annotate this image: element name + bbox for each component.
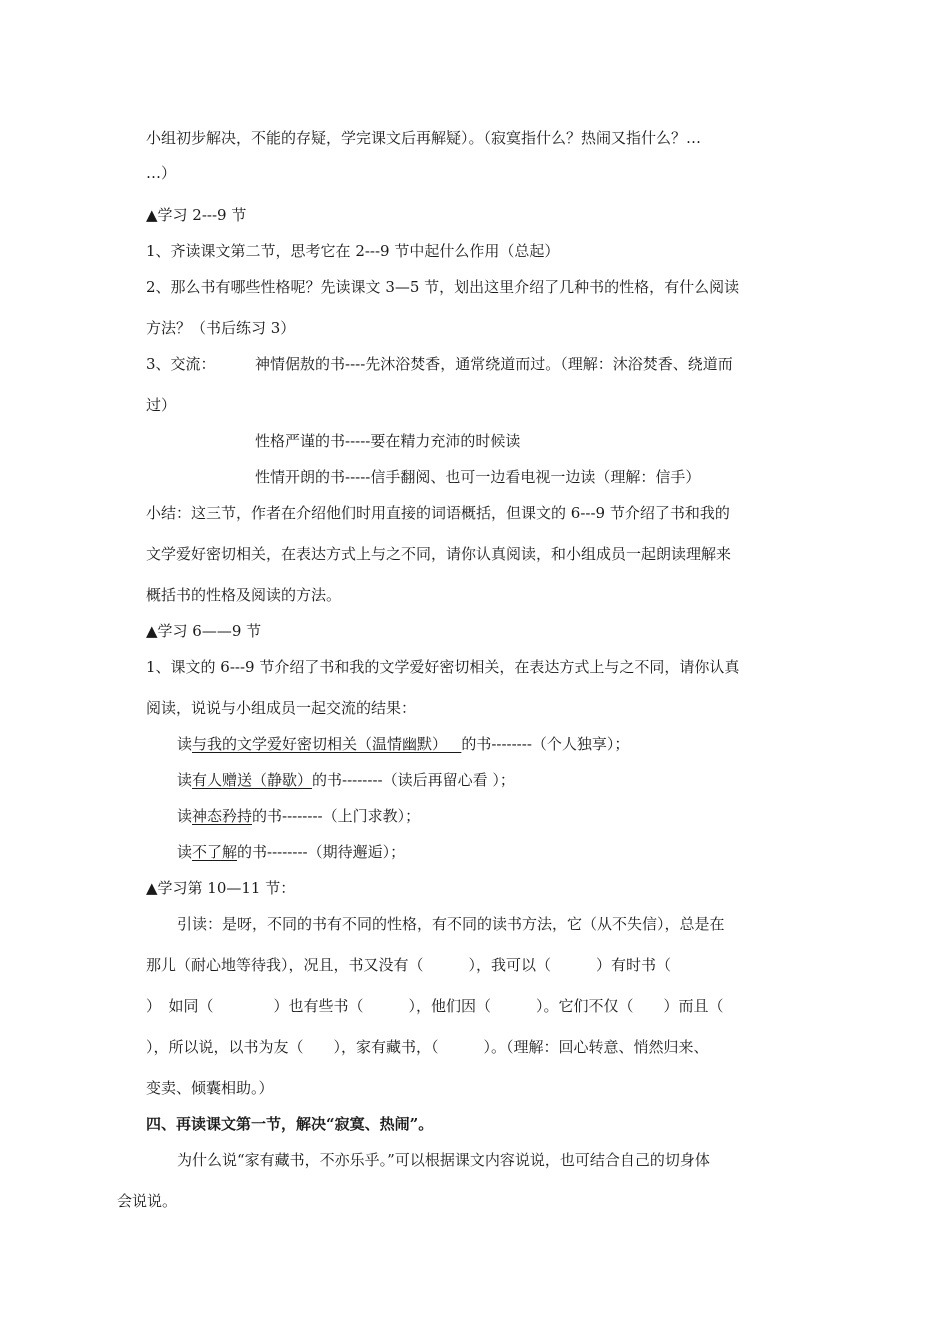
reading-row-underlined: 有人赠送（静歇） (192, 771, 313, 789)
paragraph-line: …） (146, 164, 177, 182)
summary-line: 文学爱好密切相关，在表达方式上与之不同，请你认真阅读，和小组成员一起朗读理解来 (146, 545, 732, 563)
reading-row (177, 806, 420, 826)
summary-line: 小结：这三节，作者在介绍他们时用直接的词语概括，但课文的 6---9 节介绍了书和我的 (146, 504, 730, 522)
section-heading: ▲学习 2---9 节 (146, 206, 247, 224)
paragraph-line: ） 如同（ ）也有些书（ ），他们因（ ）。它们不仅（ ）而且（ (146, 997, 724, 1015)
reading-row-prefix: 读 (177, 771, 193, 789)
reading-row (177, 734, 629, 754)
reading-row-suffix: 的书--------（上门求教）； (252, 807, 421, 825)
list-item-label: 3、交流： (146, 355, 216, 373)
reading-row-underlined: 与我的文学爱好密切相关（温情幽默） (192, 735, 448, 753)
list-item: 1、齐读课文第二节，思考它在 2---9 节中起什么作用（总起） (146, 242, 560, 260)
summary-line: 概括书的性格及阅读的方法。 (146, 586, 342, 604)
paragraph-line: 为什么说“家有藏书，不亦乐乎。”可以根据课文内容说说，也可结合自己的切身体 (177, 1151, 710, 1169)
reading-row (177, 842, 405, 862)
section-heading: 四、再读课文第一节，解决“寂寞、热闹”。 (146, 1115, 434, 1133)
reading-row-prefix: 读 (177, 843, 193, 861)
reading-row-suffix: 的书--------（期待邂逅）； (237, 843, 406, 861)
reading-row (177, 770, 515, 790)
reading-row-suffix: 的书--------（读后再留心看 ）； (312, 771, 515, 789)
reading-row-suffix: 的书--------（个人独享）； (461, 735, 630, 753)
reading-row-underlined: 神态矜持 (192, 807, 253, 825)
underline-gap (447, 735, 461, 753)
reading-row-prefix: 读 (177, 735, 193, 753)
list-item: 方法？（书后练习 3） (146, 319, 296, 337)
list-item: 阅读，说说与小组成员一起交流的结果： (146, 699, 417, 717)
paragraph-line: 那儿（耐心地等待我），况且，书又没有（ ），我可以（ ）有时书（ (146, 956, 672, 974)
paragraph-line: 会说说。 (117, 1192, 178, 1210)
paragraph-line: 变卖、倾囊相助。） (146, 1079, 274, 1097)
list-item: 神情倨敖的书----先沐浴焚香，通常绕道而过。（理解：沐浴焚香、绕道而 (255, 355, 733, 373)
list-item: 过） (146, 396, 177, 414)
list-item: 1、课文的 6---9 节介绍了书和我的文学爱好密切相关，在表达方式上与之不同，请你认真 (146, 658, 740, 676)
reading-row-underlined: 不了解 (192, 843, 238, 861)
paragraph-line: 引读：是呀，不同的书有不同的性格，有不同的读书方法，它（从不失信），总是在 (177, 915, 725, 933)
list-item: 性情开朗的书-----信手翻阅、也可一边看电视一边读（理解：信手） (255, 468, 701, 486)
paragraph-line: 小组初步解决，不能的存疑，学完课文后再解疑）。（寂寞指什么？热闹又指什么？… (146, 129, 702, 147)
paragraph-line: ），所以说，以书为友（ ），家有藏书，（ ）。（理解：回心转意、悄然归来、 (146, 1038, 709, 1056)
section-heading: ▲学习 6——9 节 (146, 622, 262, 640)
list-item: 性格严谨的书-----要在精力充沛的时候读 (255, 432, 521, 450)
list-item: 2、那么书有哪些性格呢？先读课文 3—5 节，划出这里介绍了几种书的性格，有什么阅读 (146, 278, 740, 296)
section-heading: ▲学习第 10—11 节： (146, 879, 296, 897)
reading-row-prefix: 读 (177, 807, 193, 825)
